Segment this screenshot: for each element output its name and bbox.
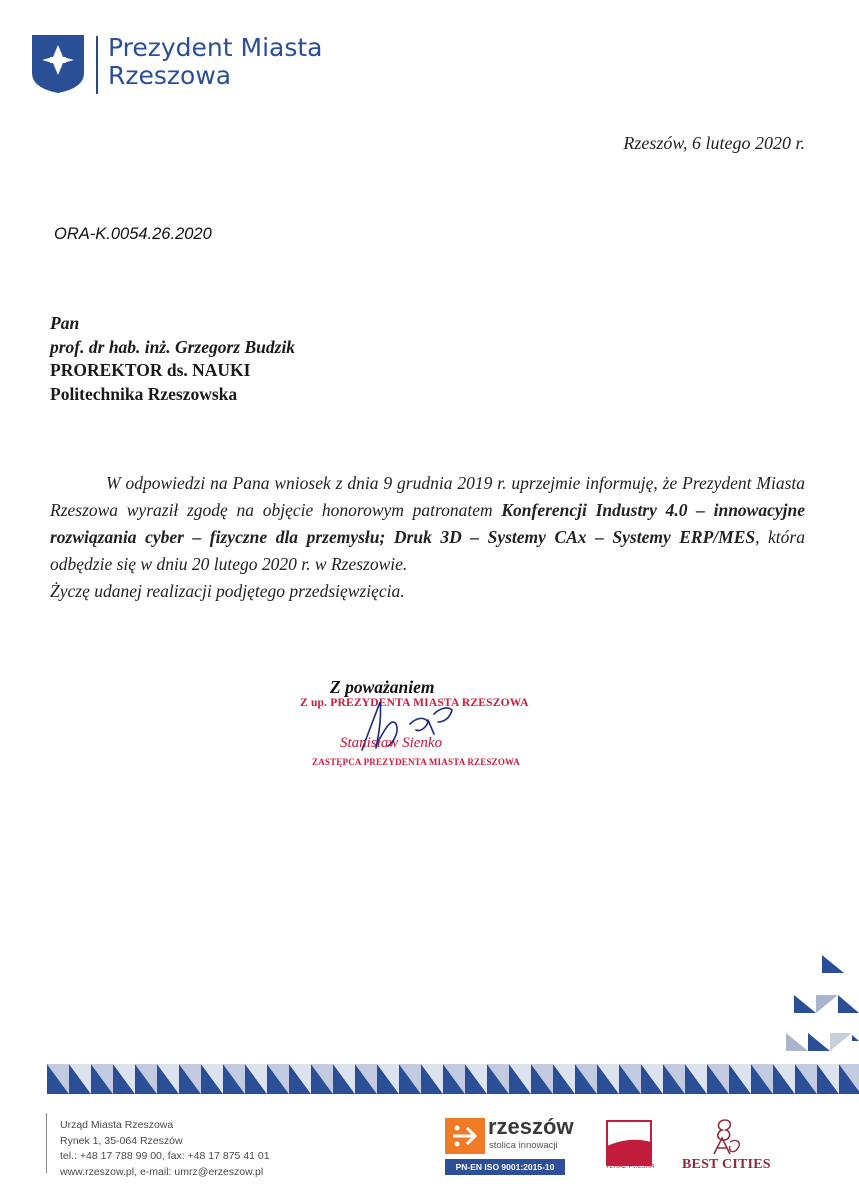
- addressee-block: [50, 312, 295, 406]
- addressee-line: prof. dr hab. inż. Grzegorz Budzik: [50, 336, 296, 357]
- footer-street: Rynek 1, 35-064 Rzeszów: [60, 1134, 183, 1147]
- stamp-bottom: ZASTĘPCA PREZYDENTA MIASTA RZESZOWA: [312, 757, 520, 767]
- addressee-line: Politechnika Rzeszowska: [50, 383, 238, 404]
- teraz-polska-icon: [606, 1120, 652, 1166]
- header-title: Prezydent Miasta Rzeszowa: [108, 33, 323, 90]
- best-cities-monogram-icon: [700, 1116, 750, 1158]
- rzeszow-logo-name: rzeszów: [488, 1114, 574, 1139]
- decor-triangle-band: [47, 1064, 859, 1094]
- rzeszow-logo-tagline: stolica innowacji: [489, 1140, 558, 1151]
- best-cities-label: BEST CITIES: [682, 1157, 771, 1172]
- footer-divider: [46, 1113, 47, 1173]
- letter-date: Rzeszów, 6 lutego 2020 r.: [623, 133, 805, 153]
- letter-body: [50, 470, 805, 605]
- header-divider: [96, 36, 98, 94]
- footer-phone: tel.: +48 17 788 99 00, fax: +48 17 875 41 01: [60, 1150, 270, 1162]
- addressee-line: Pan: [50, 313, 80, 333]
- body-text-part2: , która odbędzie się w dniu 20 lutego 2020 r. w Rzeszowie.: [50, 527, 805, 574]
- addressee-line: PROREKTOR ds. NAUKI: [50, 360, 251, 380]
- footer-office: Urząd Miasta Rzeszowa: [60, 1119, 174, 1131]
- body-text-part1: W odpowiedzi na Pana wniosek z dnia 9 grudnia 2019 r. uprzejmie informuję, że Prezydent Miasta Rzeszowa wyraził zgodę na objęcie honorowym patronatem: [50, 473, 805, 520]
- teraz-polska-label: TERAZ POLSKA: [605, 1163, 655, 1170]
- reference-number: ORA-K.0054.26.2020: [54, 225, 212, 243]
- closing: Z poważaniem: [330, 677, 435, 697]
- decor-triangle-stack: [786, 955, 859, 1065]
- footer-address: [60, 1118, 270, 1180]
- footer-contact: www.rzeszow.pl, e-mail: umrz@erzeszow.pl: [60, 1165, 264, 1178]
- iso-badge: PN-EN ISO 9001:2015-10: [445, 1159, 565, 1175]
- stamp-top: Z up. PREZYDENTA MIASTA RZESZOWA: [300, 697, 529, 709]
- wish-paragraph: Życzę udanej realizacji podjętego przedsięwzięcia.: [50, 581, 405, 601]
- rzeszow-logo-icon: [445, 1118, 485, 1154]
- rzeszow-crest-icon: [30, 33, 86, 95]
- event-name: Konferencji Industry 4.0 – innowacyjne rozwiązania cyber – fizyczne dla przemysłu; Druk 3D – Systemy CAx – Systemy ERP/MES: [50, 500, 805, 547]
- body-paragraph: [50, 470, 805, 578]
- signer-name: Stanisław Sienko: [340, 735, 443, 751]
